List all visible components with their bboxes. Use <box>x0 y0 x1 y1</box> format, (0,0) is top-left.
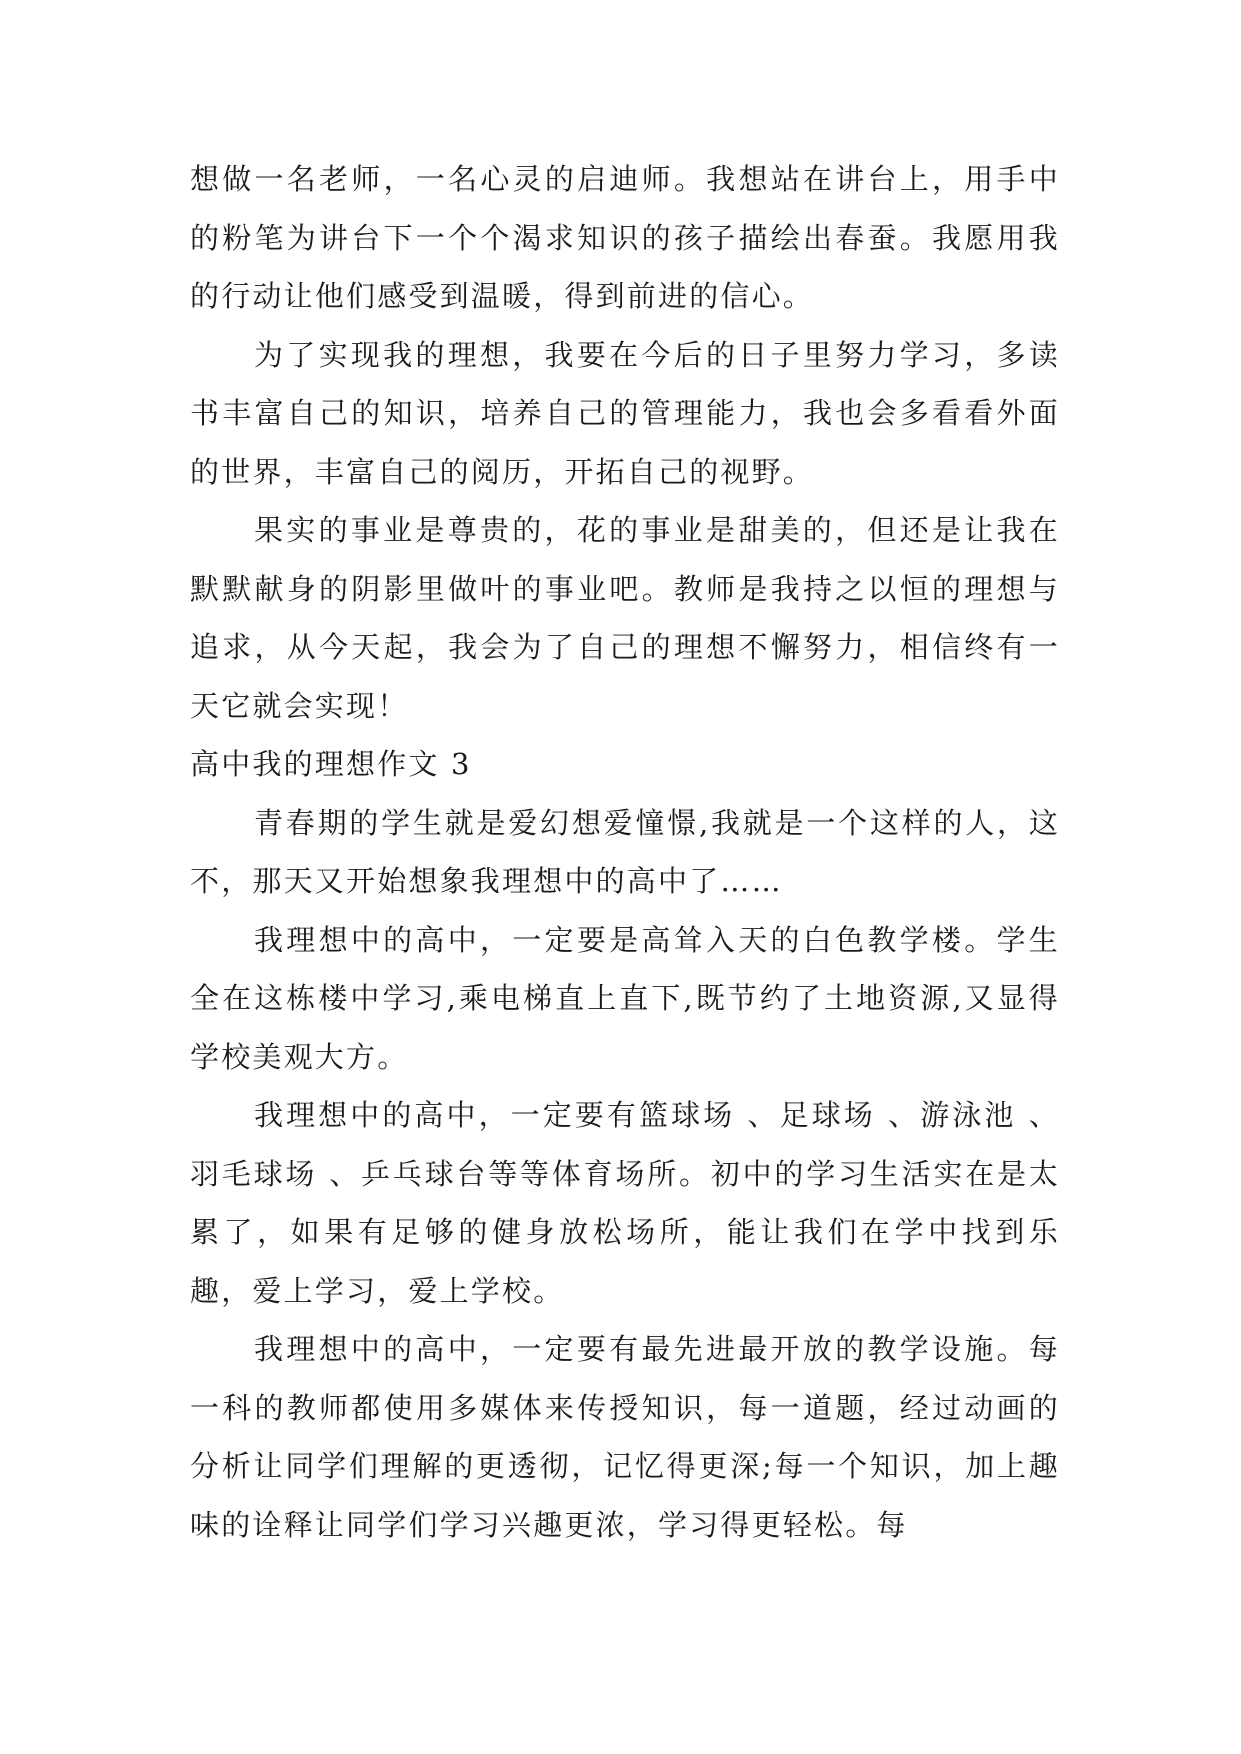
paragraph-2: 为了实现我的理想，我要在今后的日子里努力学习，多读书丰富自己的知识，培养自己的管理能力，我也会多看看外面的世界，丰富自己的阅历，开拓自己的视野。 <box>190 337 1060 489</box>
paragraph-1: 想做一名老师，一名心灵的启迪师。我想站在讲台上，用手中的粉笔为讲台下一个个渴求知识的孩子描绘出春蚕。我愿用我的行动让他们感受到温暖，得到前进的信心。 <box>190 162 1060 313</box>
document-body <box>190 150 1060 1554</box>
paragraph-5: 我理想中的高中，一定要是高耸入天的白色教学楼。学生全在这栋楼中学习,乘电梯直上直下,既节约了土地资源,又显得学校美观大方。 <box>190 922 1060 1074</box>
paragraph-4: 青春期的学生就是爱幻想爱憧憬,我就是一个这样的人，这不，那天又开始想象我理想中的高中了…… <box>190 805 1060 898</box>
paragraph-7: 我理想中的高中，一定要有最先进最开放的教学设施。每一科的教师都使用多媒体来传授知识，每一道题，经过动画的分析让同学们理解的更透彻，记忆得更深;每一个知识，加上趣味的诠释让同学们学习兴趣更浓，学习得更轻松。每 <box>190 1332 1060 1542</box>
paragraph-3: 果实的事业是尊贵的，花的事业是甜美的，但还是让我在默默献身的阴影里做叶的事业吧。教师是我持之以恒的理想与追求，从今天起，我会为了自己的理想不懈努力，相信终有一天它就会实现！ <box>190 513 1060 723</box>
paragraph-6: 我理想中的高中，一定要有篮球场 、足球场 、游泳池 、羽毛球场 、乒乓球台等等体育场所。初中的学习生活实在是太累了，如果有足够的健身放松场所，能让我们在学中找到乐趣，爱上学习，爱上学校。 <box>190 1098 1060 1308</box>
section-heading: 高中我的理想作文 3 <box>190 747 472 781</box>
